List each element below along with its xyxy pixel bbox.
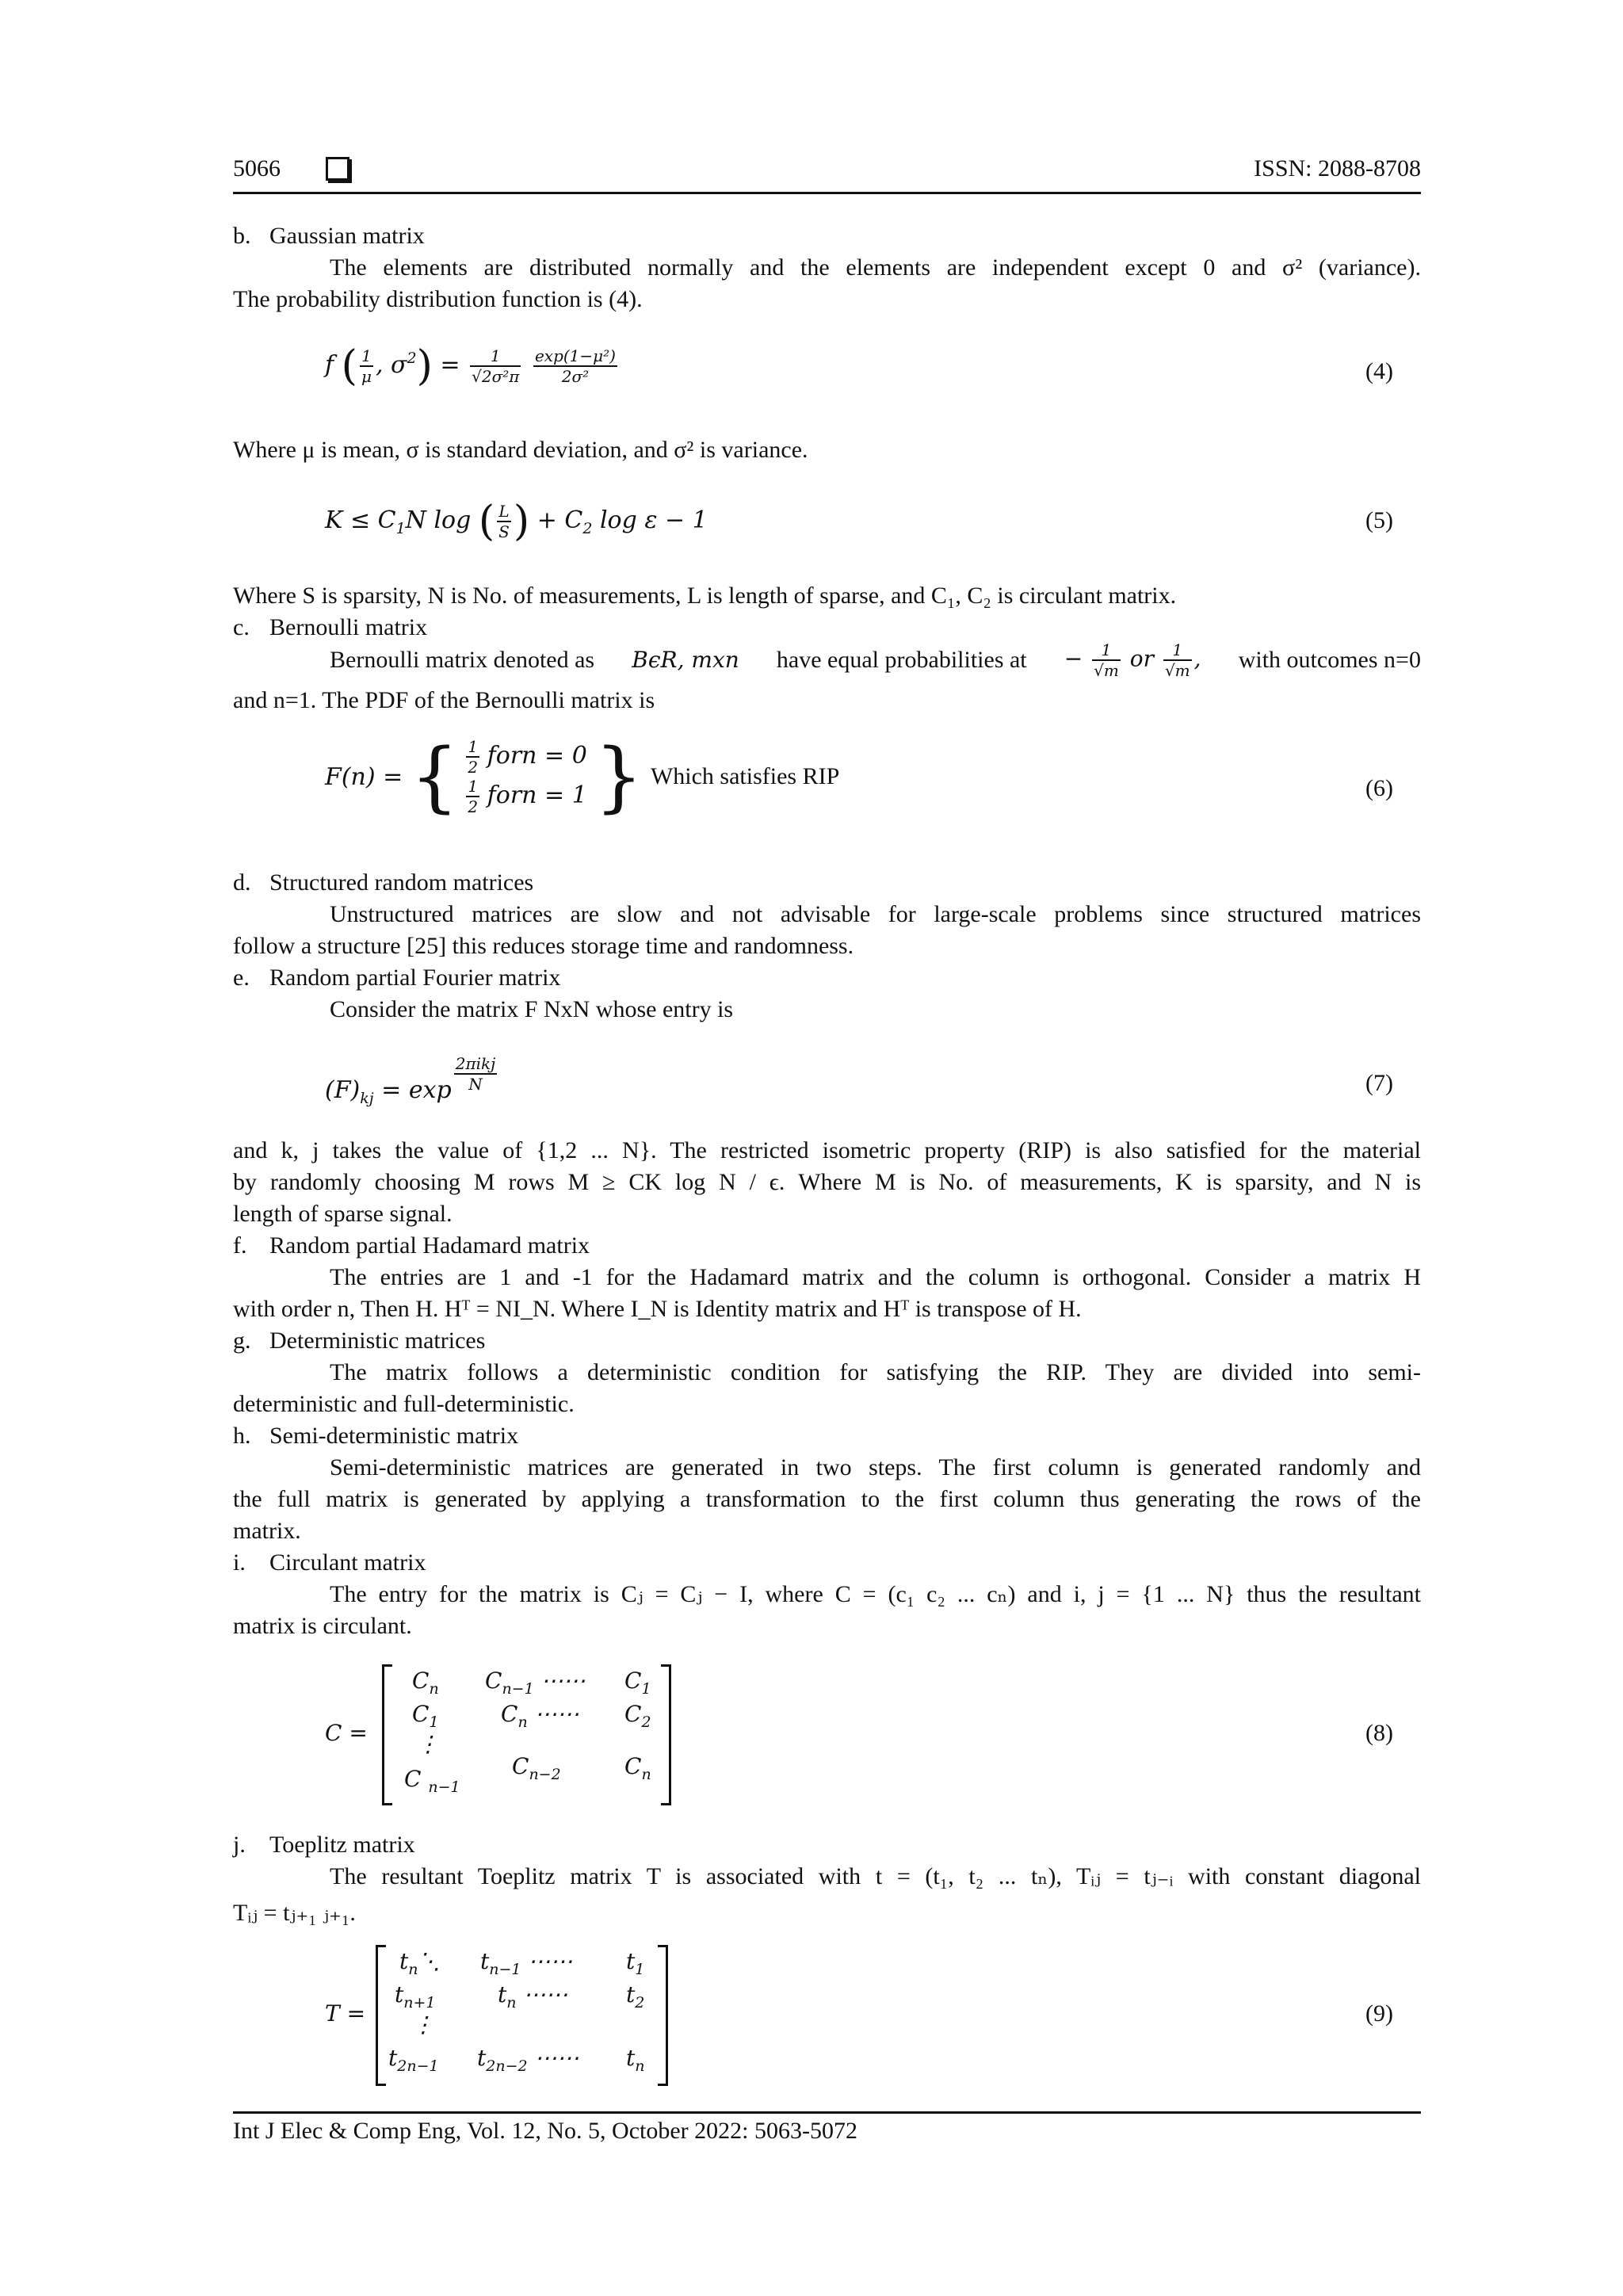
paragraph-d-line2: follow a structure [25] this reduces storage time and randomness. xyxy=(233,933,854,959)
paragraph-e-after2: by randomly choosing M rows M ≥ CK log N / ϵ. Where M is No. of measurements, K is sparsity, and N is xyxy=(233,1169,1421,1195)
paragraph-f-line1: The entries are 1 and -1 for the Hadamard matrix and the column is orthogonal. Consider a matrix H xyxy=(330,1264,1421,1290)
equation-4: f ( $\frac{1}{\mu}$ , $\sigma^2$) = $\frac{1}{\text{√2σ²π}}$ $\frac{\text{exp(1−μ²)}}{\text{2σ²}}$ xyxy=(325,342,616,390)
paragraph-c-line2: and n=1. The PDF of the Bernoulli matrix is xyxy=(233,687,655,713)
paragraph-d-line1: Unstructured matrices are slow and not advisable for large-scale problems since structured matrices xyxy=(330,901,1421,927)
equation-8-matrix: C = $C_n$ $C_{n-1}$ ⋯⋯ $C_1$ $C_1$ $C_n$ ⋯⋯ $C_2$ ⋮ C $_{n-1}$ $C_{n-2}$ $C_n$ xyxy=(325,1664,682,1807)
paragraph-h-line3: matrix. xyxy=(233,1518,301,1544)
paragraph-e-after3: length of sparse signal. xyxy=(233,1201,453,1227)
equation-9-number: (9) xyxy=(1365,2000,1393,2027)
paragraph-b-where2: Where S is sparsity, N is No. of measurements, L is length of sparse, and C₁, C₂ is circulant matrix. xyxy=(233,583,1177,609)
section-heading-j: j. Toeplitz matrix xyxy=(233,1832,415,1858)
paragraph-b-where: Where μ is mean, σ is standard deviation, and σ² is variance. xyxy=(233,437,808,463)
paragraph-i-line1: The entry for the matrix is Cⱼ = Cⱼ − I, where C = (c₁ c₂ ... cₙ) and i, j = {1 ... N} thus the resultant xyxy=(330,1581,1421,1607)
equation-5-number: (5) xyxy=(1365,507,1393,533)
paragraph-g-line2: deterministic and full-deterministic. xyxy=(233,1391,575,1417)
paragraph-h-line1: Semi-deterministic matrices are generated in two steps. The first column is generated randomly and xyxy=(330,1454,1421,1480)
paragraph-c-line1: Bernoulli matrix denoted as BϵR, mxn have equal probabilities at − $\frac{1}{√m}$ or $\frac{1}{√m}$ , with outcomes n=0 xyxy=(330,640,1421,680)
footer-rule xyxy=(233,2111,1421,2114)
equation-7: $(F)_{kj} = \exp$ $\frac{\text{2πikj}}{N}$ xyxy=(325,1054,496,1107)
section-heading-e: e. Random partial Fourier matrix xyxy=(233,965,561,991)
section-heading-d: d. Structured random matrices xyxy=(233,869,534,896)
section-heading-b: b. Gaussian matrix xyxy=(233,223,425,249)
header-rule xyxy=(233,192,1421,194)
equation-4-number: (4) xyxy=(1365,358,1393,384)
equation-9-matrix: T = $t_n⋱$ $t_{n-1}$ ⋯⋯ $t_1$ $t_{n+1}$ $t_n$ ⋯⋯ $t_2$ ⋮ $t_{2n-1}$ $t_{2n-2}$ ⋯⋯ $t_n$ xyxy=(325,1945,682,2088)
issn: ISSN: 2088-8708 xyxy=(1254,155,1421,181)
equation-6-number: (6) xyxy=(1365,775,1393,801)
section-heading-f: f. Random partial Hadamard matrix xyxy=(233,1232,590,1259)
section-heading-g: g. Deterministic matrices xyxy=(233,1328,486,1354)
paragraph-f-line2: with order n, Then H. Hᵀ = NI_N. Where I_N is Identity matrix and Hᵀ is transpose of H. xyxy=(233,1296,1082,1322)
section-heading-i: i. Circulant matrix xyxy=(233,1549,426,1576)
right-bracket xyxy=(661,1664,671,1805)
paragraph-b-line1: The elements are distributed normally and the elements are independent except 0 and σ² (variance). xyxy=(330,254,1421,281)
paragraph-h-line2: the full matrix is generated by applying a transformation to the first column thus generating the rows of the xyxy=(233,1486,1421,1512)
page-header xyxy=(233,155,1421,192)
section-heading-c: c. Bernoulli matrix xyxy=(233,614,428,640)
page-number: 5066 xyxy=(233,155,281,181)
page-footer: Int J Elec & Comp Eng, Vol. 12, No. 5, October 2022: 5063-5072 xyxy=(233,2118,857,2144)
section-heading-h: h. Semi-deterministic matrix xyxy=(233,1423,519,1449)
paragraph-b-line2: The probability distribution function is (4). xyxy=(233,286,643,312)
paragraph-g-line1: The matrix follows a deterministic condition for satisfying the RIP. They are divided into semi- xyxy=(330,1359,1421,1385)
paragraph-j-line1: The resultant Toeplitz matrix T is associated with t = (t₁, t₂ ... tₙ), Tᵢⱼ = tⱼ₋ᵢ with constant diagonal xyxy=(330,1863,1421,1889)
equation-6: F(n) = { $\frac{1}{2}$ forn = 0 $\frac{1}{2}$ forn = 1 } Which satisfies RIP xyxy=(325,732,840,821)
equation-5: $K \le C_1N$ log ( $\frac{L}{S}$ ) + $C_2$ log ε − 1 xyxy=(325,498,708,545)
square-bullet-icon xyxy=(326,157,349,181)
paragraph-e: Consider the matrix F NxN whose entry is xyxy=(330,996,734,1022)
left-bracket xyxy=(376,1945,386,2086)
left-bracket xyxy=(382,1664,392,1805)
right-bracket xyxy=(658,1945,668,2086)
equation-8-number: (8) xyxy=(1365,1720,1393,1746)
paragraph-j-line2: Tᵢⱼ = tⱼ₊₁ ⱼ₊₁. xyxy=(233,1900,356,1926)
equation-7-number: (7) xyxy=(1365,1070,1393,1096)
paragraph-i-line2: matrix is circulant. xyxy=(233,1613,412,1639)
paragraph-e-after1: and k, j takes the value of {1,2 ... N}. The restricted isometric property (RIP) is also satisfied for the material xyxy=(233,1137,1421,1163)
equation-6-text: Which satisfies RIP xyxy=(650,763,840,789)
